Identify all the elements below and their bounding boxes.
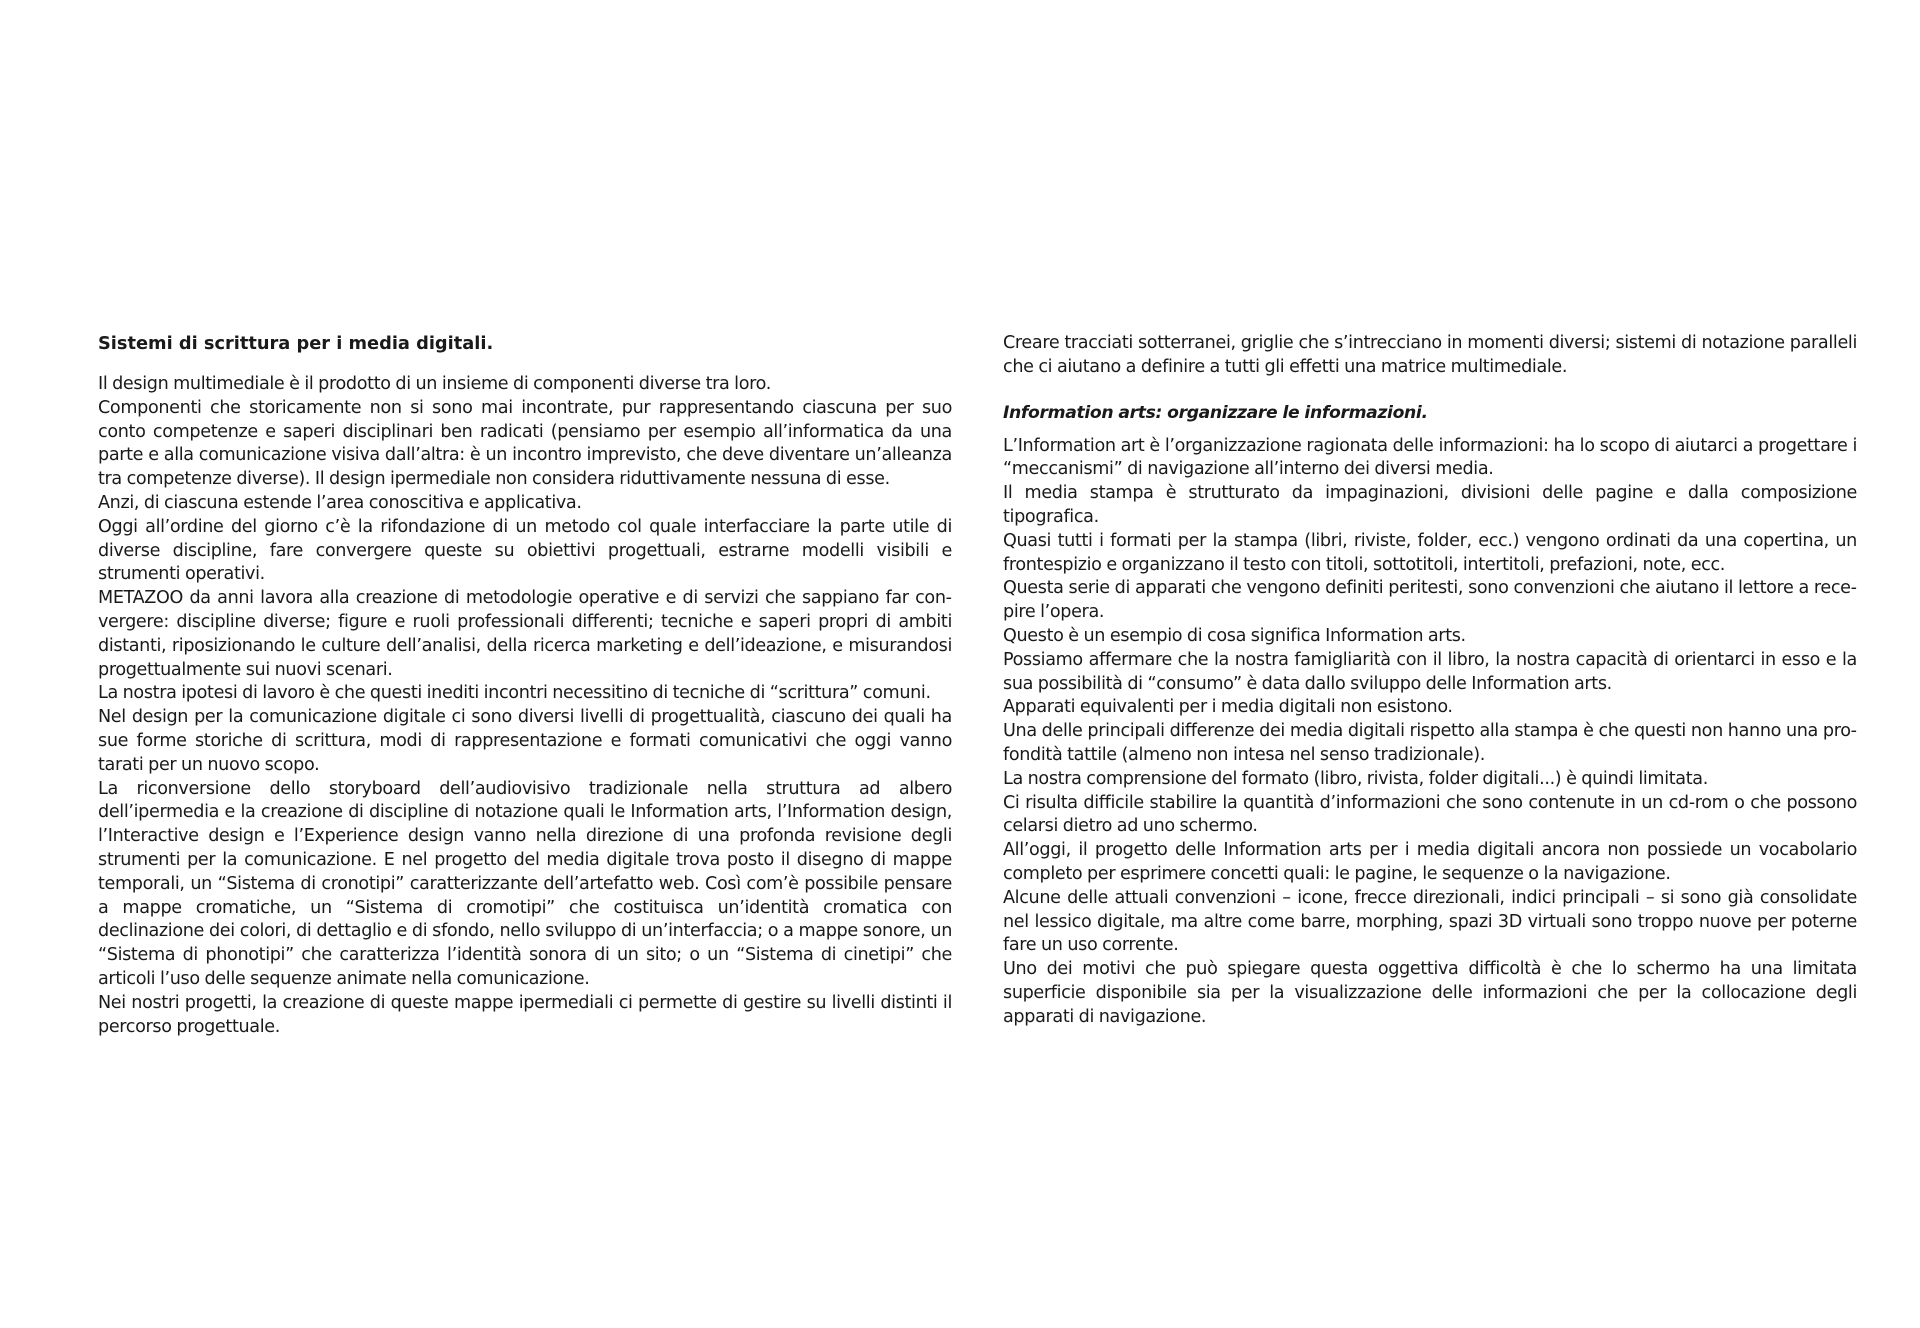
right-column xyxy=(1003,332,1857,1030)
paragraph: Una delle principali differenze dei media digitali rispetto alla stampa è che questi non hanno una profondità tattile (almeno non intesa nel senso tradizionale). xyxy=(1003,721,1857,765)
paragraph: La nostra comprensione del formato (libro, rivista, folder digitali...) è quindi limitata. xyxy=(1003,768,1708,789)
paragraph: Uno dei motivi che può spiegare questa oggettiva difficoltà è che lo schermo ha una limitata superficie disponibile sia per la visualizzazione delle informazioni che per la collocazione degli apparati di navigazione. xyxy=(1003,959,1857,1027)
paragraph: Nei nostri progetti, la creazione di queste mappe ipermediali ci permette di gestire su livelli distinti il percorso progettuale. xyxy=(98,992,952,1037)
section-heading: Sistemi di scrittura per i media digitali. xyxy=(98,333,494,354)
paragraph: Questo è un esempio di cosa significa Information arts. xyxy=(1003,625,1466,646)
paragraph: Apparati equivalenti per i media digitali non esistono. xyxy=(1003,697,1453,718)
paragraph: All’oggi, il progetto delle Information arts per i media digitali ancora non possiede un vocabolario completo per esprimere concetti quali: le pagine, le sequenze o la navigazione. xyxy=(1003,840,1857,884)
paragraph: Nel design per la comunicazione digitale ci sono diversi livelli di progettualità, ciascuno dei quali ha sue forme storiche di scrittura, modi di rappresentazione e formati comunicativi che oggi vanno tarati per un nuovo scopo. xyxy=(98,707,952,775)
paragraph: Anzi, di ciascuna estende l’area conoscitiva e applicativa. xyxy=(98,492,582,513)
paragraph: La nostra ipotesi di lavoro è che questi inediti incontri necessitino di tecniche di “scrittura” comuni. xyxy=(98,683,931,704)
paragraph: Questa serie di apparati che vengono definiti peritesti, sono convenzioni che aiutano il lettore a recepire l’opera. xyxy=(1003,578,1857,623)
paragraph: L’Information art è l’organizzazione ragionata delle informazioni: ha lo scopo di aiutarci a progettare i “meccanismi” di navigazione all’interno dei diversi media. xyxy=(1003,435,1857,480)
paragraph: Il media stampa è strutturato da impaginazioni, divisioni delle pagine e dalla composizione tipografica. xyxy=(1003,483,1857,527)
paragraph: Oggi all’ordine del giorno c’è la rifondazione di un metodo col quale interfacciare la parte utile di diverse discipline, fare convergere queste su obiettivi progettuali, estrarne modelli visibili e strumenti operativi. xyxy=(98,516,952,585)
paragraph: Alcune delle attuali convenzioni – icone, frecce direzionali, indici principali – si sono già consolidate nel lessico digitale, ma altre come barre, morphing, spazi 3D virtuali sono troppo nuove per poterne fare un uso corrente. xyxy=(1003,887,1857,956)
paragraph: Componenti che storicamente non si sono mai incontrate, pur rappresentando ciascuna per suo conto competenze e saperi disciplinari ben radicati (pensiamo per esempio all’informatica da una parte e alla comunicazione visiva dall’altra: è un incontro imprevisto, che deve diventare un’alleanza tra competenze diverse). Il design ipermediale non considera riduttivamente nessuna di esse. xyxy=(98,397,952,490)
paragraph: Possiamo affermare che la nostra famigliarità con il libro, la nostra capacità di orientarci in esso e la sua possibilità di “consumo” è data dallo sviluppo delle Information arts. xyxy=(1003,649,1857,694)
intro-paragraph: Creare tracciati sotterranei, griglie che s’intrecciano in momenti diversi; sistemi di notazione paralleli che ci aiutano a definire a tutti gli effetti una matrice multimediale. xyxy=(1003,333,1857,377)
subsection-heading: Information arts: organizzare le informazioni. xyxy=(1003,402,1428,423)
paragraph: METAZOO da anni lavora alla creazione di metodologie operative e di servizi che sappiano far convergere: discipline diverse; figure e ruoli professionali differenti; tecniche e saperi propri di ambiti distanti, riposizionando le culture dell’analisi, della ricerca marketing e dell’ideazione, e misurandosi progettualmente sui nuovi scenari. xyxy=(98,588,952,680)
left-column xyxy=(98,332,952,1039)
paragraph: La riconversione dello storyboard dell’audiovisivo tradizionale nella struttura ad albero dell’ipermedia e la creazione di discipline di notazione quali le Information arts, l’Information design, l’Interactive design e l’Experience design vanno nella direzione di una profonda revisione degli strumenti per la comunicazione. E nel progetto del media digitale trova posto il disegno di mappe temporali, un “Sistema di cronotipi” caratterizzante dell’artefatto web. Così com’è possibile pensare a mappe cromatiche, un “Sistema di cromotipi” che costituisca un’identità cromatica con declinazione dei colori, di dettaglio e di sfondo, nello sviluppo di un’interfaccia; o a mappe sonore, un “Sistema di phonotipi” che caratterizza l’identità sonora di un sito; o un “Sistema di cinetipi” che articoli l’uso delle sequenze animate nella comunicazione. xyxy=(98,778,952,989)
paragraph: Ci risulta difficile stabilire la quantità d’informazioni che sono contenute in un cd-rom o che possono celarsi dietro ad uno schermo. xyxy=(1003,792,1857,837)
paragraph: Il design multimediale è il prodotto di un insieme di componenti diverse tra loro. xyxy=(98,374,771,394)
paragraph: Quasi tutti i formati per la stampa (libri, riviste, folder, ecc.) vengono ordinati da una copertina, un frontespizio e organizzano il testo con titoli, sottotitoli, intertitoli, prefazioni, note, ecc. xyxy=(1003,530,1857,575)
